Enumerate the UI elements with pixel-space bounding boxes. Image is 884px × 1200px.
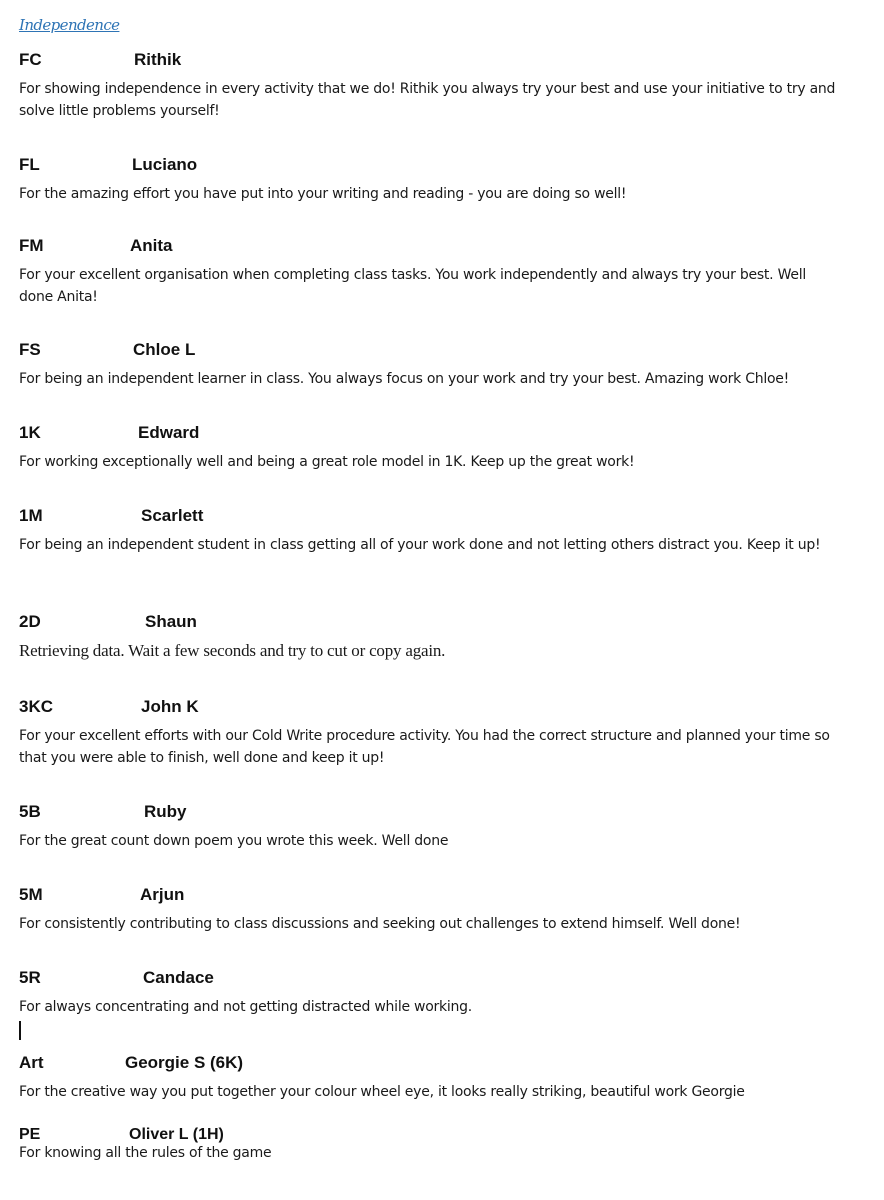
award-entry [19,611,859,662]
class-code: 5M [19,885,43,904]
award-reason: For the great count down poem you wrote this week. Well done [19,833,449,849]
class-code: Art [19,1053,44,1072]
award-reason: For being an independent learner in class. You always focus on your work and try your best. Amazing work Chloe! [19,371,790,387]
award-header [19,696,859,718]
award-entry [19,801,859,852]
pupil-name: Luciano [132,155,198,174]
award-entry [19,505,859,556]
award-header [19,884,859,906]
award-header [19,505,859,527]
award-header [19,1125,859,1144]
award-entry [19,339,859,390]
pupil-name: Oliver L (1H) [129,1126,224,1143]
pupil-name: John K [141,697,199,716]
award-reason: For knowing all the rules of the game [19,1145,272,1161]
award-header [19,967,859,989]
award-header [19,235,859,257]
award-header [19,611,859,633]
award-reason: For consistently contributing to class discussions and seeking out challenges to extend himself. Well done! [19,916,741,932]
class-code: FS [19,340,41,359]
class-code: 1M [19,506,43,525]
award-header [19,1052,859,1074]
award-reason: Retrieving data. Wait a few seconds and try to cut or copy again. [19,641,446,660]
award-entry [19,235,859,308]
pupil-name: Georgie S (6K) [125,1053,244,1072]
pupil-name: Rithik [134,50,182,69]
class-code: 3KC [19,697,54,716]
award-entry [19,49,859,122]
class-code: PE [19,1126,41,1143]
pupil-name: Edward [138,423,200,442]
award-reason: For showing independence in every activity that we do! Rithik you always try your best and use your initiative to try and solve little problems yourself! [19,81,836,119]
award-reason: For being an independent student in class getting all of your work done and not letting others distract you. Keep it up! [19,537,821,553]
award-reason: For your excellent organisation when completing class tasks. You work independently and always try your best. Well done Anita! [19,267,806,305]
section-heading: Independence [19,16,120,34]
award-reason: For the creative way you put together your colour wheel eye, it looks really striking, beautiful work Georgie [19,1084,745,1100]
award-reason: For your excellent efforts with our Cold Write procedure activity. You had the correct structure and planned your time so that you were able to finish, well done and keep it up! [19,728,830,766]
pupil-name: Anita [130,236,173,255]
award-entry [19,696,859,769]
class-code: 5R [19,968,41,987]
class-code: FC [19,50,42,69]
class-code: 2D [19,612,41,631]
award-header [19,339,859,361]
award-header [19,49,859,71]
award-reason: For the amazing effort you have put into your writing and reading - you are doing so well! [19,186,627,202]
award-entry [19,422,859,473]
class-code: FM [19,236,44,255]
pupil-name: Candace [143,968,214,987]
award-entry [19,967,859,1018]
class-code: 5B [19,802,41,821]
text-cursor [19,1021,21,1040]
pupil-name: Scarlett [141,506,204,525]
award-entry [19,884,859,935]
pupil-name: Shaun [145,612,197,631]
class-code: 1K [19,423,41,442]
award-entry [19,154,859,205]
award-header [19,154,859,176]
class-code: FL [19,155,40,174]
award-header [19,422,859,444]
pupil-name: Chloe L [133,340,196,359]
award-header [19,801,859,823]
pupil-name: Ruby [144,802,187,821]
award-entry [19,1125,859,1163]
award-reason: For always concentrating and not getting distracted while working. [19,999,473,1015]
award-entry [19,1052,859,1103]
award-reason: For working exceptionally well and being a great role model in 1K. Keep up the great work! [19,454,635,470]
pupil-name: Arjun [140,885,185,904]
